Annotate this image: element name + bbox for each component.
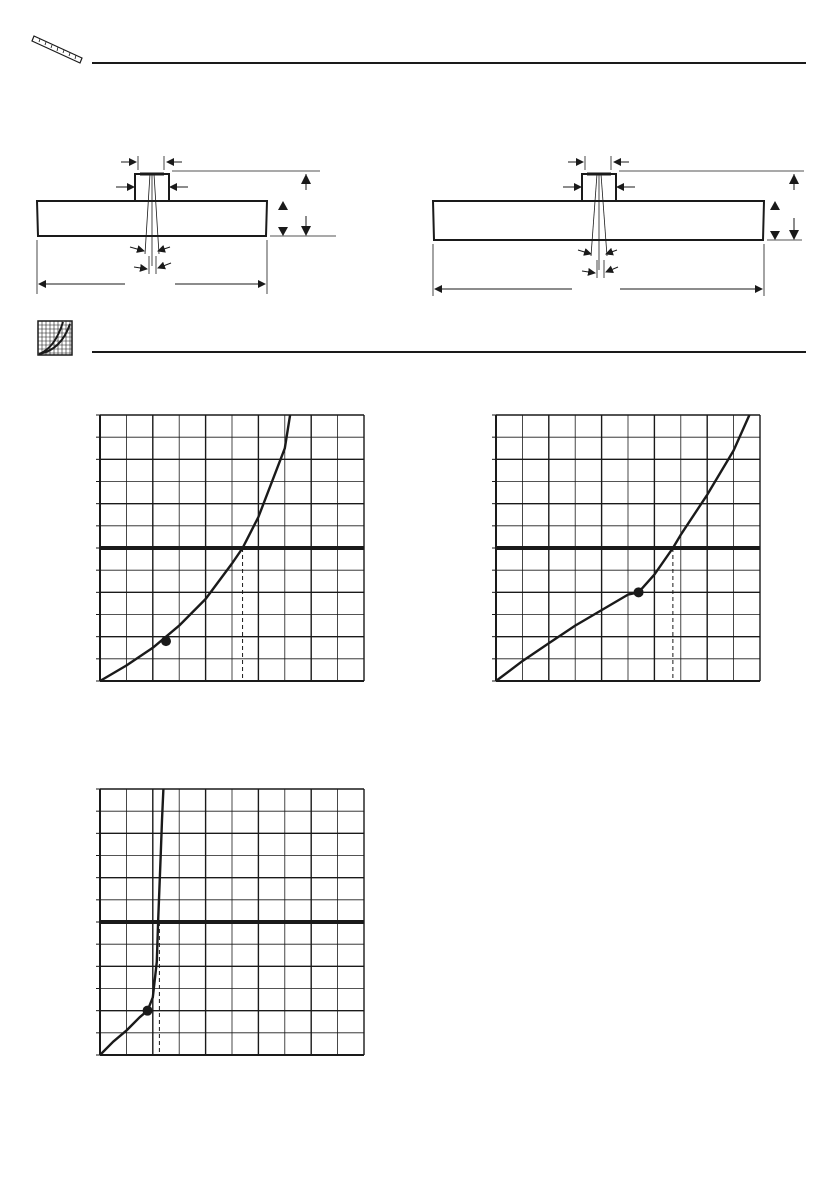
- section-rule-flow-diagrams: [92, 351, 806, 353]
- flow-chart-1: [90, 410, 370, 692]
- flow-chart-3: [90, 784, 370, 1066]
- flow-chart-2: [486, 410, 766, 692]
- data-point-marker: [161, 636, 171, 646]
- shower-head-dimension-drawing-small: [30, 150, 350, 300]
- data-point-marker: [143, 1006, 153, 1016]
- section-rule-dimensions: [92, 62, 806, 64]
- shower-head-dimension-drawing-large: [426, 150, 816, 300]
- data-point-marker: [634, 587, 644, 597]
- flow-chart-icon: [37, 320, 73, 356]
- ruler-icon: [30, 30, 86, 66]
